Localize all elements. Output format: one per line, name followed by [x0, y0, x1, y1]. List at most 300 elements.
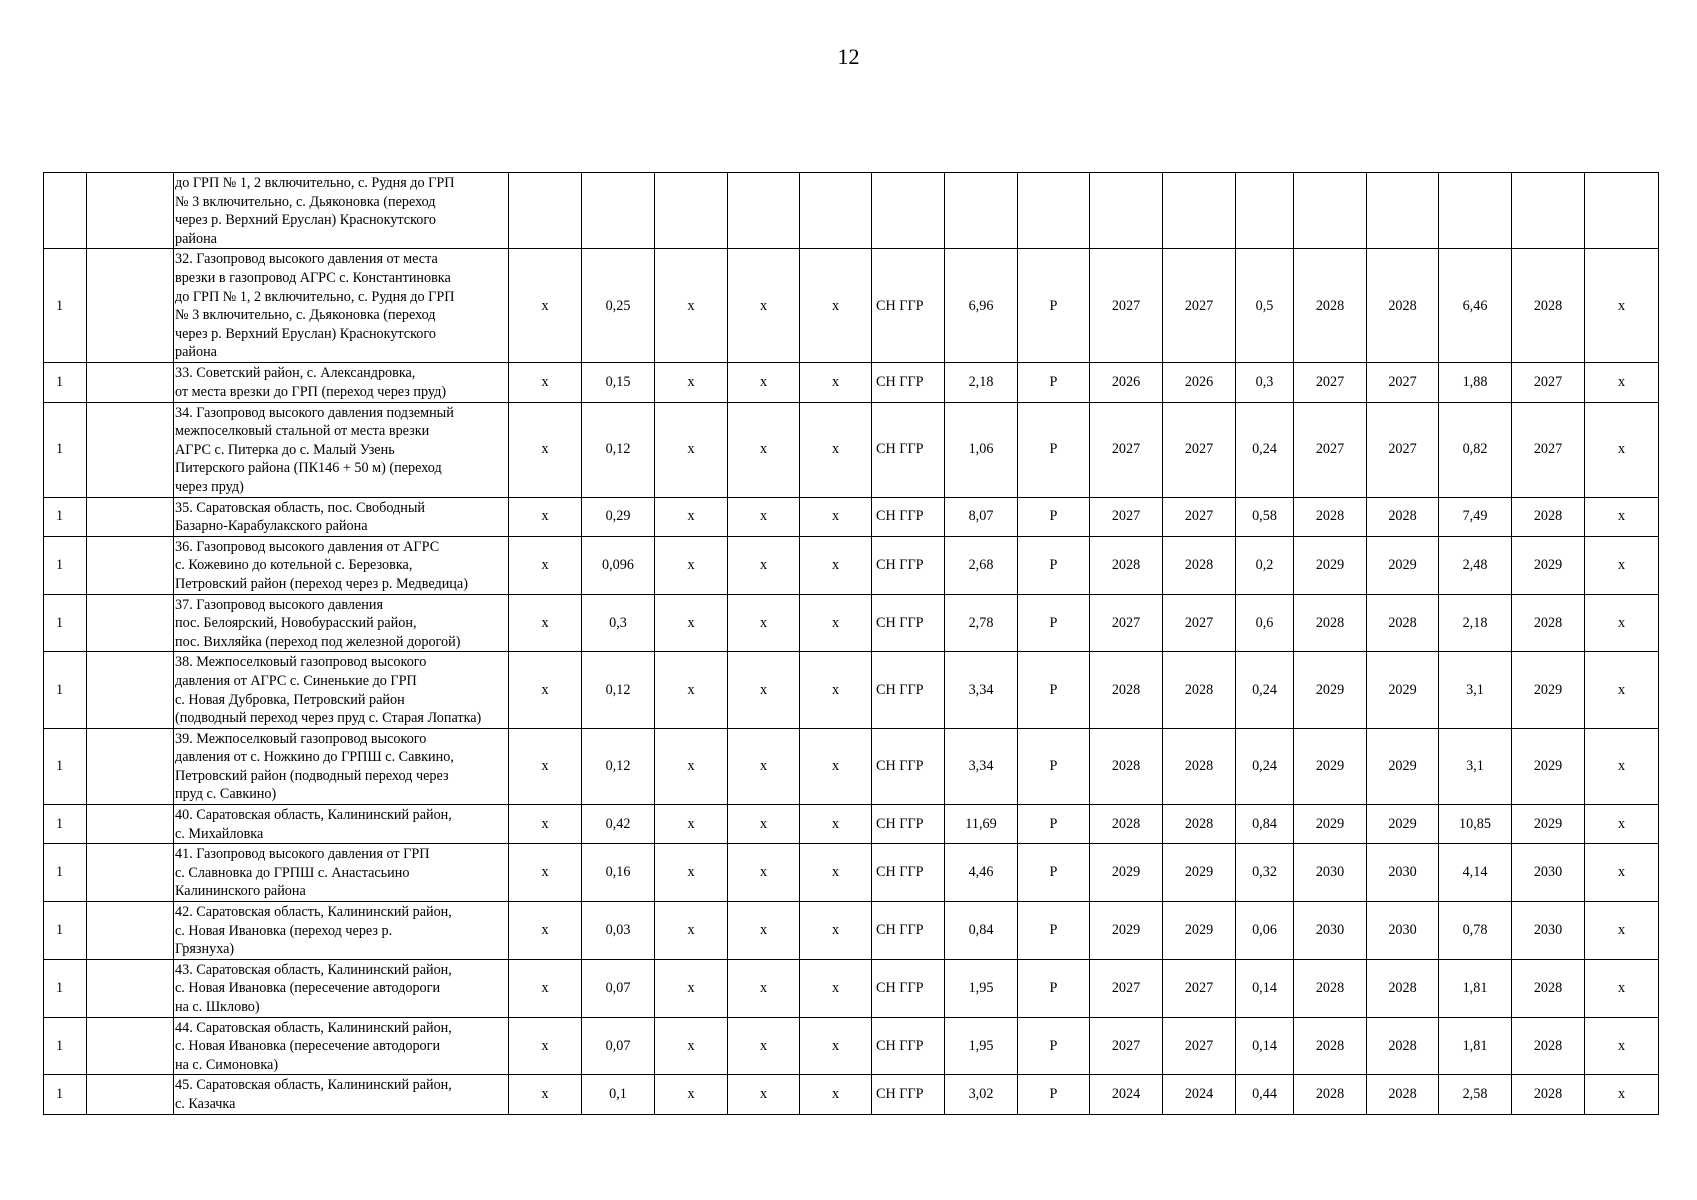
- table-row: [44, 402, 1659, 497]
- value-cell: [872, 173, 945, 249]
- value-cell: 0,15: [582, 363, 655, 402]
- value-cell: Р: [1018, 805, 1090, 844]
- value-cell: 0,24: [1236, 652, 1294, 728]
- value-cell: х: [655, 1075, 728, 1114]
- value-cell: 2028: [1090, 536, 1163, 594]
- value-cell: СН ГГР: [872, 497, 945, 536]
- value-cell: 2028: [1512, 497, 1585, 536]
- value-cell: 2030: [1294, 902, 1367, 960]
- value-cell: 0,12: [582, 652, 655, 728]
- table-row: [44, 844, 1659, 902]
- value-cell: 0,096: [582, 536, 655, 594]
- value-cell: 0,3: [582, 594, 655, 652]
- value-cell: СН ГГР: [872, 959, 945, 1017]
- value-cell: 2028: [1294, 249, 1367, 363]
- value-cell: х: [728, 844, 800, 902]
- object-name-cell: 42. Саратовская область, Калининский район, с. Новая Ивановка (переход через р. Грязнуха): [174, 902, 509, 960]
- value-cell: 0,42: [582, 805, 655, 844]
- empty-cell: [87, 363, 174, 402]
- value-cell: 2028: [1512, 959, 1585, 1017]
- value-cell: 2024: [1163, 1075, 1236, 1114]
- value-cell: Р: [1018, 844, 1090, 902]
- value-cell: 2029: [1163, 902, 1236, 960]
- value-cell: х: [655, 805, 728, 844]
- value-cell: 6,46: [1439, 249, 1512, 363]
- value-cell: 2026: [1163, 363, 1236, 402]
- value-cell: 2030: [1512, 844, 1585, 902]
- value-cell: х: [800, 402, 872, 497]
- row-marker-cell: 1: [44, 844, 87, 902]
- value-cell: 2,18: [945, 363, 1018, 402]
- object-name-cell: 38. Межпоселковый газопровод высокого давления от АГРС с. Синенькие до ГРП с. Новая Дубровка, Петровский район (подводный переход через пруд с. Старая Лопатка): [174, 652, 509, 728]
- value-cell: 2030: [1367, 844, 1439, 902]
- value-cell: [1294, 173, 1367, 249]
- value-cell: 0,32: [1236, 844, 1294, 902]
- value-cell: Р: [1018, 652, 1090, 728]
- value-cell: 1,95: [945, 959, 1018, 1017]
- value-cell: 3,1: [1439, 652, 1512, 728]
- value-cell: 2028: [1294, 959, 1367, 1017]
- value-cell: 2029: [1294, 652, 1367, 728]
- empty-cell: [87, 1075, 174, 1114]
- value-cell: 2028: [1367, 249, 1439, 363]
- value-cell: 2030: [1367, 902, 1439, 960]
- value-cell: [1585, 173, 1659, 249]
- value-cell: х: [728, 805, 800, 844]
- row-marker-cell: [44, 173, 87, 249]
- value-cell: 2028: [1090, 652, 1163, 728]
- value-cell: 2029: [1512, 728, 1585, 804]
- value-cell: х: [509, 1075, 582, 1114]
- value-cell: 2029: [1294, 536, 1367, 594]
- value-cell: х: [800, 728, 872, 804]
- value-cell: 2028: [1163, 805, 1236, 844]
- object-name-cell: 39. Межпоселковый газопровод высокого давления от с. Ножкино до ГРПШ с. Савкино, Петровский район (подводный переход через пруд с. Савкино): [174, 728, 509, 804]
- value-cell: СН ГГР: [872, 902, 945, 960]
- value-cell: х: [800, 902, 872, 960]
- value-cell: х: [1585, 1017, 1659, 1075]
- value-cell: х: [1585, 902, 1659, 960]
- empty-cell: [87, 249, 174, 363]
- empty-cell: [87, 402, 174, 497]
- value-cell: х: [509, 363, 582, 402]
- value-cell: х: [1585, 652, 1659, 728]
- value-cell: 2027: [1090, 249, 1163, 363]
- empty-cell: [87, 844, 174, 902]
- row-marker-cell: 1: [44, 652, 87, 728]
- value-cell: СН ГГР: [872, 536, 945, 594]
- value-cell: Р: [1018, 728, 1090, 804]
- value-cell: х: [800, 249, 872, 363]
- value-cell: 2028: [1294, 497, 1367, 536]
- value-cell: [655, 173, 728, 249]
- value-cell: х: [1585, 1075, 1659, 1114]
- value-cell: 2027: [1090, 1017, 1163, 1075]
- value-cell: 0,82: [1439, 402, 1512, 497]
- value-cell: 2028: [1367, 594, 1439, 652]
- object-name-cell: 45. Саратовская область, Калининский район, с. Казачка: [174, 1075, 509, 1114]
- value-cell: СН ГГР: [872, 805, 945, 844]
- value-cell: [1236, 173, 1294, 249]
- object-name-cell: 43. Саратовская область, Калининский район, с. Новая Ивановка (пересечение автодороги на с. Шклово): [174, 959, 509, 1017]
- row-marker-cell: 1: [44, 805, 87, 844]
- value-cell: х: [509, 402, 582, 497]
- value-cell: 2027: [1512, 402, 1585, 497]
- row-marker-cell: 1: [44, 959, 87, 1017]
- value-cell: Р: [1018, 594, 1090, 652]
- value-cell: х: [655, 363, 728, 402]
- value-cell: х: [1585, 249, 1659, 363]
- value-cell: х: [728, 959, 800, 1017]
- object-name-cell: 35. Саратовская область, пос. Свободный Базарно-Карабулакского района: [174, 497, 509, 536]
- value-cell: х: [728, 1017, 800, 1075]
- value-cell: 0,16: [582, 844, 655, 902]
- value-cell: х: [1585, 594, 1659, 652]
- empty-cell: [87, 536, 174, 594]
- value-cell: х: [655, 844, 728, 902]
- value-cell: х: [800, 536, 872, 594]
- value-cell: х: [655, 536, 728, 594]
- value-cell: х: [1585, 363, 1659, 402]
- value-cell: х: [509, 536, 582, 594]
- value-cell: [945, 173, 1018, 249]
- value-cell: 2028: [1512, 249, 1585, 363]
- value-cell: 2,68: [945, 536, 1018, 594]
- value-cell: 2027: [1163, 959, 1236, 1017]
- value-cell: 0,44: [1236, 1075, 1294, 1114]
- value-cell: 2028: [1163, 536, 1236, 594]
- value-cell: 2027: [1163, 402, 1236, 497]
- value-cell: 2028: [1367, 959, 1439, 1017]
- value-cell: 2,58: [1439, 1075, 1512, 1114]
- value-cell: Р: [1018, 1017, 1090, 1075]
- value-cell: СН ГГР: [872, 249, 945, 363]
- value-cell: 0,78: [1439, 902, 1512, 960]
- row-marker-cell: 1: [44, 1017, 87, 1075]
- value-cell: 2029: [1367, 728, 1439, 804]
- value-cell: х: [655, 652, 728, 728]
- value-cell: х: [655, 249, 728, 363]
- value-cell: 7,49: [1439, 497, 1512, 536]
- value-cell: [1018, 173, 1090, 249]
- value-cell: 2026: [1090, 363, 1163, 402]
- value-cell: х: [728, 363, 800, 402]
- value-cell: 0,24: [1236, 728, 1294, 804]
- value-cell: х: [800, 497, 872, 536]
- value-cell: х: [728, 402, 800, 497]
- value-cell: [1367, 173, 1439, 249]
- value-cell: 2028: [1512, 594, 1585, 652]
- empty-cell: [87, 497, 174, 536]
- object-name-cell: 36. Газопровод высокого давления от АГРС с. Кожевино до котельной с. Березовка, Петровский район (переход через р. Медведица): [174, 536, 509, 594]
- value-cell: 2028: [1294, 594, 1367, 652]
- value-cell: х: [509, 652, 582, 728]
- value-cell: 2027: [1367, 402, 1439, 497]
- value-cell: 1,06: [945, 402, 1018, 497]
- value-cell: 2028: [1090, 728, 1163, 804]
- value-cell: х: [728, 594, 800, 652]
- row-marker-cell: 1: [44, 402, 87, 497]
- value-cell: [728, 173, 800, 249]
- value-cell: 0,25: [582, 249, 655, 363]
- row-marker-cell: 1: [44, 497, 87, 536]
- value-cell: 2029: [1163, 844, 1236, 902]
- value-cell: х: [800, 844, 872, 902]
- value-cell: 0,5: [1236, 249, 1294, 363]
- value-cell: х: [1585, 402, 1659, 497]
- value-cell: х: [728, 536, 800, 594]
- empty-cell: [87, 959, 174, 1017]
- value-cell: х: [1585, 959, 1659, 1017]
- value-cell: 2029: [1367, 652, 1439, 728]
- object-name-cell: 44. Саратовская область, Калининский район, с. Новая Ивановка (пересечение автодороги на с. Симоновка): [174, 1017, 509, 1075]
- value-cell: 11,69: [945, 805, 1018, 844]
- value-cell: х: [509, 805, 582, 844]
- value-cell: 0,14: [1236, 1017, 1294, 1075]
- value-cell: 0,07: [582, 1017, 655, 1075]
- value-cell: 2,48: [1439, 536, 1512, 594]
- value-cell: 2028: [1512, 1075, 1585, 1114]
- value-cell: 6,96: [945, 249, 1018, 363]
- value-cell: х: [728, 497, 800, 536]
- object-name-cell: 40. Саратовская область, Калининский район, с. Михайловка: [174, 805, 509, 844]
- value-cell: х: [509, 497, 582, 536]
- value-cell: 0,14: [1236, 959, 1294, 1017]
- value-cell: х: [728, 728, 800, 804]
- value-cell: Р: [1018, 1075, 1090, 1114]
- value-cell: 2028: [1090, 805, 1163, 844]
- value-cell: 1,95: [945, 1017, 1018, 1075]
- value-cell: х: [1585, 844, 1659, 902]
- value-cell: х: [509, 594, 582, 652]
- value-cell: 2029: [1367, 536, 1439, 594]
- value-cell: х: [1585, 536, 1659, 594]
- value-cell: [1512, 173, 1585, 249]
- value-cell: 2030: [1512, 902, 1585, 960]
- value-cell: 1,88: [1439, 363, 1512, 402]
- value-cell: х: [655, 728, 728, 804]
- value-cell: х: [800, 363, 872, 402]
- value-cell: 0,06: [1236, 902, 1294, 960]
- value-cell: 2027: [1512, 363, 1585, 402]
- value-cell: [1163, 173, 1236, 249]
- value-cell: Р: [1018, 497, 1090, 536]
- empty-cell: [87, 173, 174, 249]
- value-cell: 2028: [1367, 1017, 1439, 1075]
- value-cell: 2028: [1367, 497, 1439, 536]
- table-row: [44, 728, 1659, 804]
- value-cell: х: [1585, 805, 1659, 844]
- value-cell: х: [655, 402, 728, 497]
- value-cell: х: [655, 1017, 728, 1075]
- value-cell: 2029: [1512, 536, 1585, 594]
- table-row: [44, 1075, 1659, 1114]
- value-cell: 2028: [1367, 1075, 1439, 1114]
- value-cell: 2029: [1090, 902, 1163, 960]
- value-cell: Р: [1018, 959, 1090, 1017]
- value-cell: 3,34: [945, 652, 1018, 728]
- value-cell: х: [728, 902, 800, 960]
- row-marker-cell: 1: [44, 594, 87, 652]
- value-cell: 2027: [1294, 402, 1367, 497]
- value-cell: 2027: [1163, 1017, 1236, 1075]
- value-cell: 0,29: [582, 497, 655, 536]
- value-cell: 2028: [1163, 652, 1236, 728]
- empty-cell: [87, 902, 174, 960]
- value-cell: 8,07: [945, 497, 1018, 536]
- value-cell: 4,46: [945, 844, 1018, 902]
- value-cell: Р: [1018, 249, 1090, 363]
- value-cell: 1,81: [1439, 1017, 1512, 1075]
- value-cell: х: [509, 249, 582, 363]
- table-row: [44, 652, 1659, 728]
- value-cell: 2029: [1512, 805, 1585, 844]
- value-cell: х: [655, 594, 728, 652]
- value-cell: х: [509, 902, 582, 960]
- value-cell: СН ГГР: [872, 1017, 945, 1075]
- object-name-cell: 33. Советский район, с. Александровка, от места врезки до ГРП (переход через пруд): [174, 363, 509, 402]
- pipeline-table: [43, 172, 1659, 1115]
- value-cell: 2029: [1090, 844, 1163, 902]
- value-cell: 3,02: [945, 1075, 1018, 1114]
- value-cell: 2028: [1163, 728, 1236, 804]
- value-cell: 2,18: [1439, 594, 1512, 652]
- value-cell: х: [509, 728, 582, 804]
- value-cell: 0,12: [582, 402, 655, 497]
- object-name-cell: 37. Газопровод высокого давления пос. Белоярский, Новобурасский район, пос. Вихляйка (переход под железной дорогой): [174, 594, 509, 652]
- value-cell: 2027: [1090, 959, 1163, 1017]
- value-cell: СН ГГР: [872, 363, 945, 402]
- value-cell: 2024: [1090, 1075, 1163, 1114]
- value-cell: Р: [1018, 536, 1090, 594]
- value-cell: 2028: [1512, 1017, 1585, 1075]
- value-cell: 3,1: [1439, 728, 1512, 804]
- value-cell: 2027: [1090, 497, 1163, 536]
- empty-cell: [87, 594, 174, 652]
- value-cell: [509, 173, 582, 249]
- value-cell: х: [509, 1017, 582, 1075]
- table-row: [44, 902, 1659, 960]
- value-cell: 2029: [1294, 805, 1367, 844]
- value-cell: Р: [1018, 402, 1090, 497]
- value-cell: х: [1585, 497, 1659, 536]
- empty-cell: [87, 652, 174, 728]
- object-name-cell: 32. Газопровод высокого давления от места врезки в газопровод АГРС с. Константиновка до ГРП № 1, 2 включительно, с. Рудня до ГРП № 3 включительно, с. Дьяконовка (переход через р. Верхний Еруслан) Краснокутского района: [174, 249, 509, 363]
- value-cell: 2027: [1090, 402, 1163, 497]
- value-cell: 3,34: [945, 728, 1018, 804]
- value-cell: х: [509, 844, 582, 902]
- value-cell: 10,85: [1439, 805, 1512, 844]
- value-cell: х: [800, 652, 872, 728]
- value-cell: 1,81: [1439, 959, 1512, 1017]
- value-cell: [582, 173, 655, 249]
- value-cell: СН ГГР: [872, 728, 945, 804]
- value-cell: 0,1: [582, 1075, 655, 1114]
- table-row: [44, 1017, 1659, 1075]
- table-row: [44, 497, 1659, 536]
- empty-cell: [87, 805, 174, 844]
- value-cell: 2027: [1163, 497, 1236, 536]
- value-cell: 2029: [1512, 652, 1585, 728]
- row-marker-cell: 1: [44, 536, 87, 594]
- value-cell: 2028: [1294, 1075, 1367, 1114]
- page-number: 12: [837, 44, 860, 69]
- value-cell: х: [655, 902, 728, 960]
- value-cell: х: [655, 497, 728, 536]
- value-cell: Р: [1018, 902, 1090, 960]
- value-cell: х: [655, 959, 728, 1017]
- value-cell: 2027: [1163, 594, 1236, 652]
- row-marker-cell: 1: [44, 902, 87, 960]
- value-cell: СН ГГР: [872, 1075, 945, 1114]
- value-cell: х: [1585, 728, 1659, 804]
- value-cell: х: [728, 249, 800, 363]
- value-cell: 2029: [1294, 728, 1367, 804]
- row-marker-cell: 1: [44, 363, 87, 402]
- value-cell: х: [800, 1075, 872, 1114]
- object-name-cell: 34. Газопровод высокого давления подземный межпоселковый стальной от места врезки АГРС с. Питерка до с. Малый Узень Питерского района (ПК146 + 50 м) (переход через пруд): [174, 402, 509, 497]
- value-cell: 2027: [1163, 249, 1236, 363]
- value-cell: 0,2: [1236, 536, 1294, 594]
- empty-cell: [87, 728, 174, 804]
- value-cell: х: [728, 652, 800, 728]
- value-cell: 0,84: [945, 902, 1018, 960]
- value-cell: [800, 173, 872, 249]
- value-cell: х: [509, 959, 582, 1017]
- value-cell: х: [800, 1017, 872, 1075]
- value-cell: х: [800, 805, 872, 844]
- table-row: [44, 959, 1659, 1017]
- value-cell: 2027: [1367, 363, 1439, 402]
- value-cell: х: [728, 1075, 800, 1114]
- value-cell: 2030: [1294, 844, 1367, 902]
- value-cell: СН ГГР: [872, 652, 945, 728]
- row-marker-cell: 1: [44, 249, 87, 363]
- value-cell: [1090, 173, 1163, 249]
- value-cell: Р: [1018, 363, 1090, 402]
- empty-cell: [87, 1017, 174, 1075]
- value-cell: 0,07: [582, 959, 655, 1017]
- value-cell: СН ГГР: [872, 402, 945, 497]
- value-cell: х: [800, 959, 872, 1017]
- row-marker-cell: 1: [44, 728, 87, 804]
- value-cell: 0,12: [582, 728, 655, 804]
- value-cell: 0,58: [1236, 497, 1294, 536]
- value-cell: 0,84: [1236, 805, 1294, 844]
- value-cell: 0,24: [1236, 402, 1294, 497]
- value-cell: 0,3: [1236, 363, 1294, 402]
- value-cell: 4,14: [1439, 844, 1512, 902]
- value-cell: СН ГГР: [872, 844, 945, 902]
- table-row: [44, 173, 1659, 249]
- object-name-cell: 41. Газопровод высокого давления от ГРП с. Славновка до ГРПШ с. Анастасьино Калининского района: [174, 844, 509, 902]
- value-cell: [1439, 173, 1512, 249]
- value-cell: 2029: [1367, 805, 1439, 844]
- value-cell: 2028: [1294, 1017, 1367, 1075]
- value-cell: 2027: [1294, 363, 1367, 402]
- table-row: [44, 249, 1659, 363]
- object-name-cell: до ГРП № 1, 2 включительно, с. Рудня до ГРП № 3 включительно, с. Дьяконовка (переход через р. Верхний Еруслан) Краснокутского района: [174, 173, 509, 249]
- value-cell: 2027: [1090, 594, 1163, 652]
- value-cell: 0,6: [1236, 594, 1294, 652]
- value-cell: 0,03: [582, 902, 655, 960]
- table-row: [44, 536, 1659, 594]
- value-cell: СН ГГР: [872, 594, 945, 652]
- table-row: [44, 363, 1659, 402]
- value-cell: 2,78: [945, 594, 1018, 652]
- table-row: [44, 805, 1659, 844]
- value-cell: х: [800, 594, 872, 652]
